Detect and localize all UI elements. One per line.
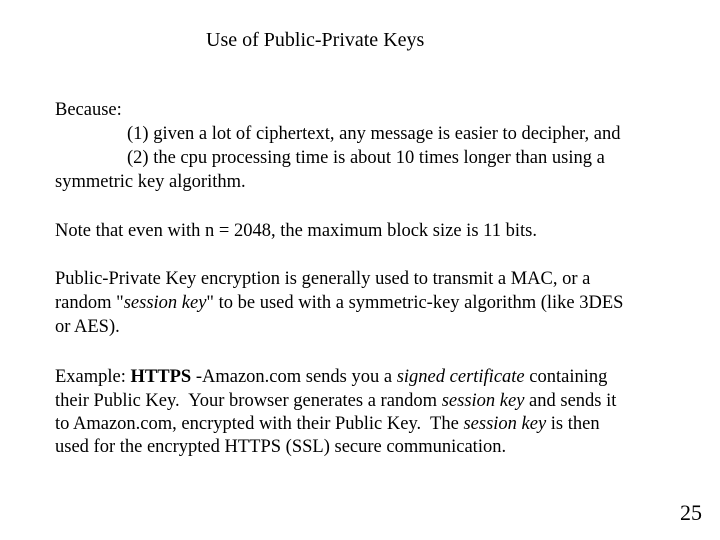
session-key-emphasis: session key: [463, 414, 547, 434]
session-key-emphasis: session key: [441, 391, 525, 411]
note-paragraph: Note that even with n = 2048, the maximum block size is 11 bits.: [55, 221, 537, 241]
text: and sends it: [524, 391, 617, 411]
text: " to be used with a symmetric-key algorithm (like 3DES: [206, 293, 624, 313]
public-private-line-2: [55, 292, 623, 314]
page-number: 25: [680, 500, 702, 525]
session-key-emphasis: session key: [123, 293, 207, 313]
text: -Amazon.com sends you a: [191, 367, 397, 387]
public-private-line-3: or AES).: [55, 317, 120, 337]
text: Example:: [55, 367, 131, 387]
example-line-4: used for the encrypted HTTPS (SSL) secure communication.: [55, 437, 507, 457]
because-reason-1: (1) given a lot of ciphertext, any message is easier to decipher, and: [127, 124, 621, 144]
example-line-3: [55, 413, 600, 435]
https-bold: HTTPS: [130, 367, 192, 387]
because-reason-2: (2) the cpu processing time is about 10 times longer than using a: [127, 148, 605, 168]
example-line-1: [55, 366, 607, 388]
because-reason-2-cont: symmetric key algorithm.: [55, 172, 246, 192]
example-line-2: [55, 390, 616, 412]
text: to Amazon.com, encrypted with their Public Key. The: [55, 414, 464, 434]
text: containing: [524, 367, 608, 387]
public-private-line-1: Public-Private Key encryption is generally used to transmit a MAC, or a: [55, 269, 591, 289]
text: random ": [55, 293, 124, 313]
text: their Public Key. Your browser generates a random: [55, 391, 442, 411]
because-heading: Because:: [55, 100, 122, 120]
text: is then: [546, 414, 600, 434]
signed-certificate-emphasis: signed certificate: [396, 367, 525, 387]
slide-title: Use of Public-Private Keys: [206, 29, 425, 51]
